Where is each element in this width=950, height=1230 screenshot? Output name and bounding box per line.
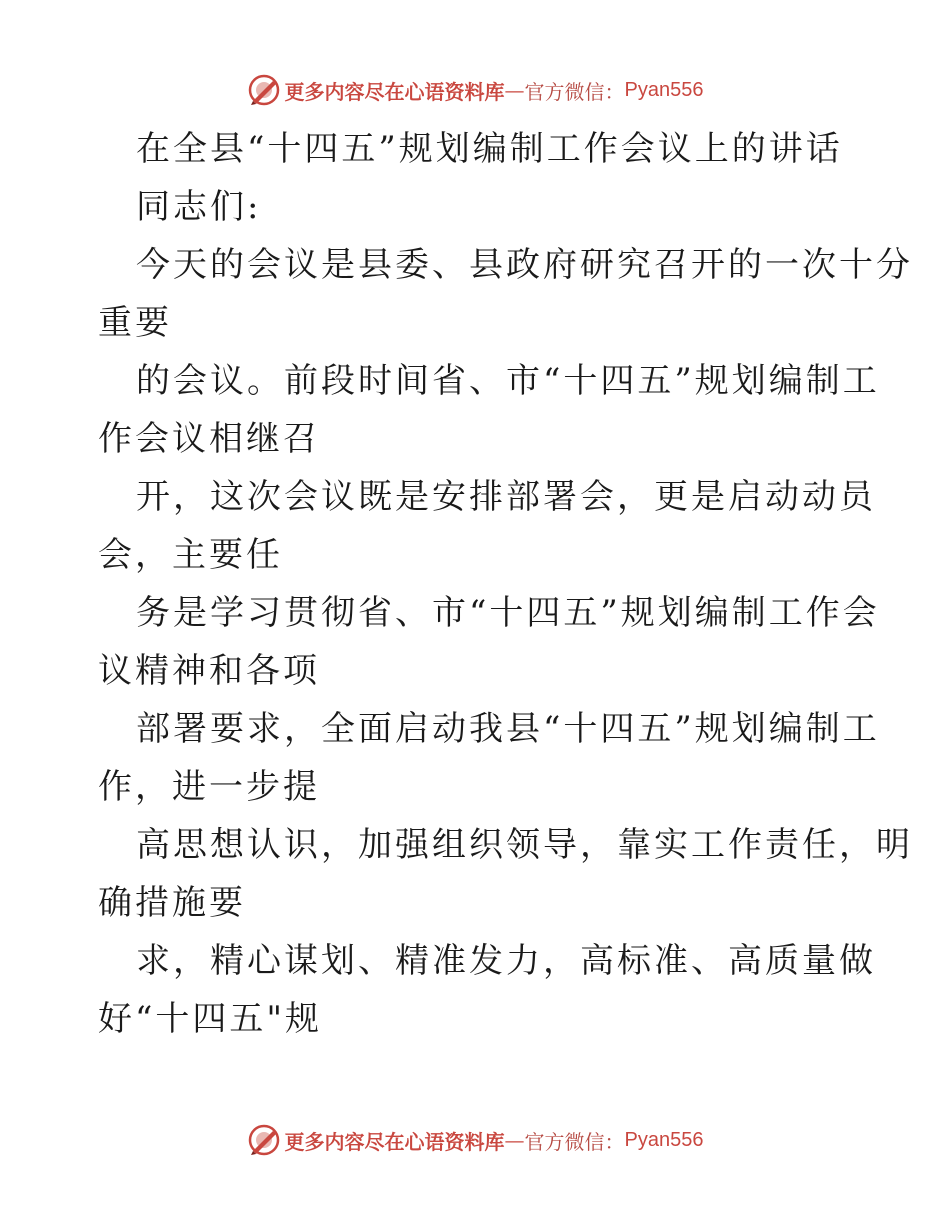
body-line: 求，精心谋划、精准发力，高标准、高质量做 [136,941,876,981]
watermark-site-text: 更多内容尽在心语资料库 [284,1129,505,1154]
pen-logo-icon [247,73,281,107]
watermark-dash: — [504,78,525,102]
watermark-wechat-id: Pyan556 [624,78,704,101]
body-line: 高思想认识，加强组织领导，靠实工作责任，明 [136,825,913,865]
body-line: 好“十四五"规 [98,999,323,1039]
watermark-dash: — [504,1128,525,1152]
body-line: 议精神和各项 [98,651,320,691]
pen-logo-icon [247,1123,281,1157]
footer-watermark [0,1120,950,1160]
salutation: 同志们: [136,187,262,227]
body-line: 开，这次会议既是安排部署会，更是启动动员 [136,477,876,517]
document-body [98,120,913,1048]
watermark-wechat-id: Pyan556 [624,1128,704,1151]
header-watermark [0,70,950,110]
body-line: 确措施要 [98,883,246,923]
body-line: 会，主要任 [98,535,283,575]
body-line: 作会议相继召 [98,419,320,459]
watermark-wechat-label: 官方微信： [524,1129,625,1154]
watermark-wechat-label: 官方微信： [524,79,625,104]
watermark-site-text: 更多内容尽在心语资料库 [284,79,505,104]
body-line: 务是学习贯彻省、市“十四五”规划编制工作会 [136,593,880,633]
body-line: 作，进一步提 [98,767,320,807]
body-line: 部署要求，全面启动我县“十四五”规划编制工 [136,709,880,749]
body-line: 重要 [98,303,172,343]
body-line: 的会议。前段时间省、市“十四五”规划编制工 [136,361,880,401]
body-line: 今天的会议是县委、县政府研究召开的一次十分 [136,245,913,285]
document-title: 在全县“十四五”规划编制工作会议上的讲话 [136,129,843,169]
